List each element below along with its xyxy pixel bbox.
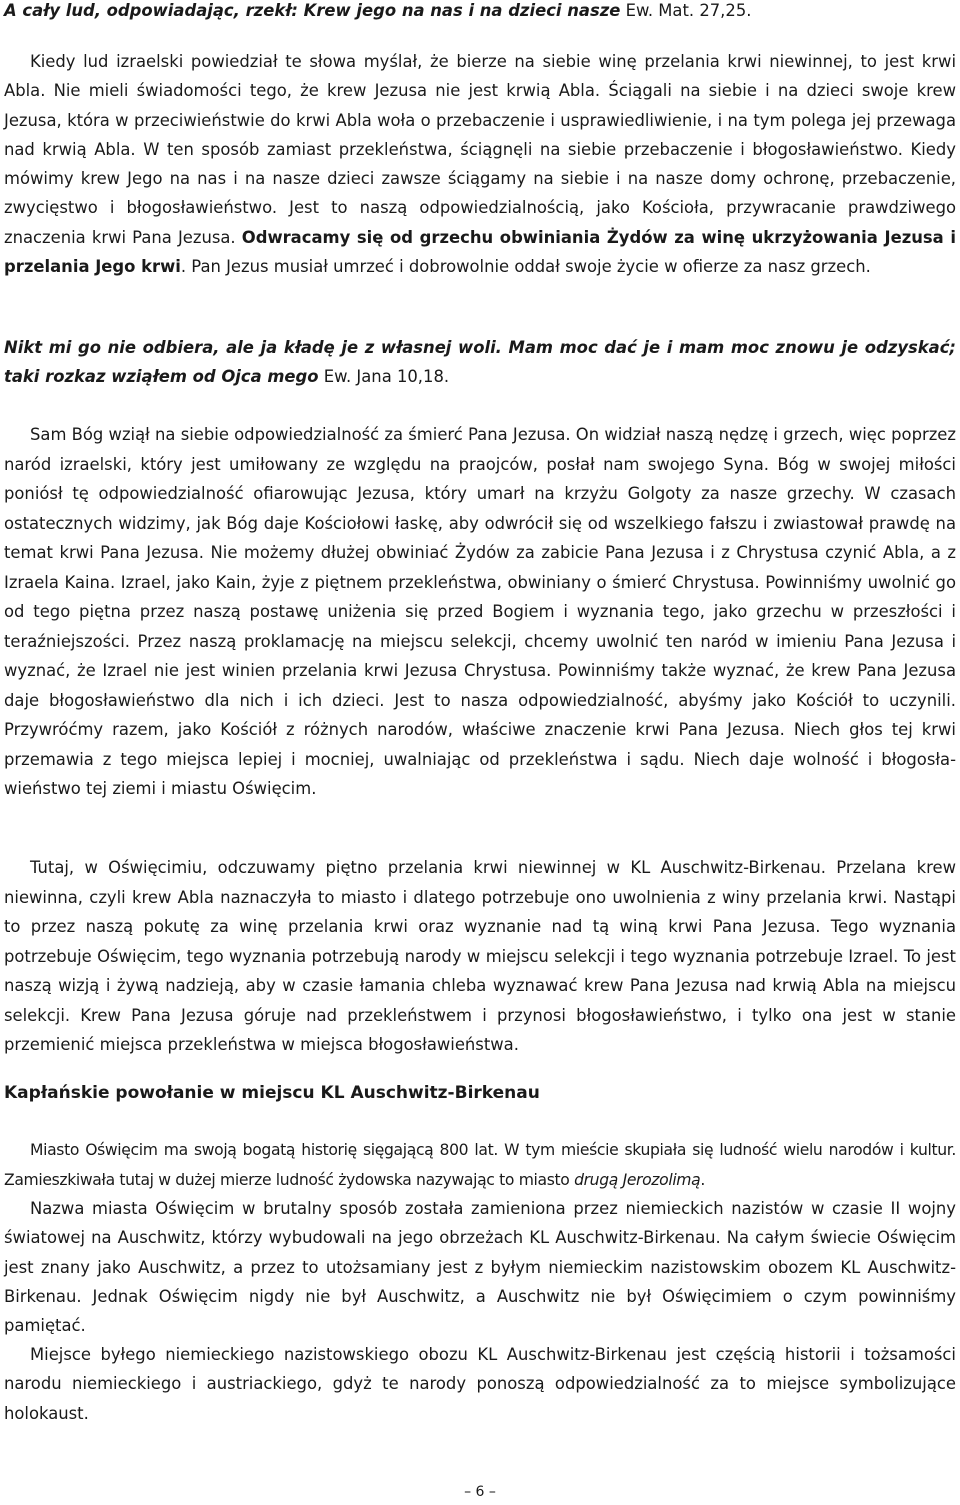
- paragraph-1-sentence-3: . Pan Jezus musiał umrzeć i dobrowolnie oddał swoje życie w ofierze za nasz grzech.: [180, 257, 871, 277]
- paragraph-god-responsibility: Sam Bóg wziął na siebie odpowiedzialność za śmierć Pana Jezusa. On widział naszą nędzę i grzech, więc poprzez naród izraelski, który jest umiłowany ze względu na praojców, posłał nam swojego Syna. Bóg w swojej miłości poniósł tę odpowiedzialność ofiarowując Jezusa, który umarł na krzyżu Golgoty za nasze grzechy. W czasach ostatecznych widzimy, jak Bóg daje Kościołowi łaskę, aby odwrócił się od wszelkiego fałszu i zwiastował prawdę na temat krwi Pana Jezusa. Nie możemy dłużej obwiniać Żydów za zabicie Pana Jezusa i z Chrystusa czynić Abla, a z Izraela Kaina. Izrael, jako Kain, żyje z piętnem przekleństwa, obwiniany o śmierć Chrystusa. Powinniśmy uwolnić go od tego piętna przez naszą postawę uniżenia się przed Bogiem i wyznania tego, jako grzechu w przeszłości i teraźniejszości. Przez naszą proklamację na miejscu selekcji, chcemy uwolnić ten naród w imieniu Pana Jezusa i wyznać, że Izrael nie jest winien przelania krwi Jezusa Chrystusa. Powinniśmy także wyznać, że krew Pana Jezusa daje błogosławieństwo dla nich i ich dzieci. Jest to nasza odpowiedzialność, abyśmy jako Kościół to uczynili. Przywróćmy razem, jako Kościół z różnych narodów, właściwe znaczenie krwi Pana Jezusa. Niech głos tej krwi przemawia z tego miejsca lepiej i mocniej, uwalniając od przekleństwa i sądu. Niech daje wolność i błogosławieństwo tej ziemi i miastu Oświęcim.: [4, 425, 956, 798]
- second-quote-reference: Ew. Jana 10,18.: [318, 367, 450, 387]
- paragraph-4-text: Miasto Oświęcim ma swoją bogatą historię sięgającą 800 lat. W tym mieście skupiała się ludność wielu narodów i kultur. Zamieszkiwała tutaj w dużej mierze ludność żydowska nazywając to miasto: [4, 1141, 956, 1189]
- paragraph-city-name: Nazwa miasta Oświęcim w brutalny sposób została zamieniona przez niemieckich nazistów w czasie II wojny światowej na Auschwitz, którzy wybudowali na jego obrzeżach KL Auschwitz-Birkenau. Na całym świecie Oświęcim jest znany jako Auschwitz, a przez to utożsamiany jest z byłym niemieckim nazistowskim obozem KL Auschwitz-Birkenau. Jednak Oświęcim nigdy nie był Auschwitz, a Auschwitz nie był Oświęcimiem o czym powinniśmy pamiętać.: [4, 1199, 956, 1336]
- opening-quote-reference: Ew. Mat. 27,25.: [620, 1, 752, 20]
- paragraph-4-end: .: [700, 1170, 705, 1189]
- paragraph-blood-of-jesus: [4, 47, 956, 281]
- paragraph-1-bold-statement: Odwracamy się od grzechu obwiniania Żydów za winę ukrzyżowania Jezusa i przelania Jego krwi: [4, 227, 956, 277]
- opening-quote: [4, 0, 956, 25]
- paragraph-city-history: [4, 1136, 956, 1195]
- opening-quote-text: A cały lud, odpowiadając, rzekł: Krew jego na nas i na dzieci nasze: [4, 1, 621, 20]
- paragraph-camp-history: Miejsce byłego niemieckiego nazistowskiego obozu KL Auschwitz-Birkenau jest częścią historii i tożsamości narodu niemieckiego i austriackiego, gdyż te narody ponoszą odpowiedzialność za to miejsce symbolizujące holokaust.: [4, 1345, 956, 1423]
- paragraph-1-sentence-1: Kiedy lud izraelski powiedział te słowa myślał, że bierze na siebie winę przelania krwi niewinnej, to jest krwi Abla. Nie mieli świadomości tego, że krew Jezusa nie jest krwią Abla.: [4, 52, 956, 101]
- paragraph-4-italic: drugą Jerozolimą: [574, 1170, 701, 1189]
- section-heading: Kapłańskie powołanie w miejscu KL Auschwitz-Birkenau: [4, 1083, 540, 1103]
- second-quote-text: Nikt mi go nie odbiera, ale ja kładę je z własnej woli. Mam moc dać je i mam moc znowu je odzyskać; taki rozkaz wziąłem od Ojca mego: [4, 338, 956, 387]
- paragraph-oswiecim-stigma: Tutaj, w Oświęcimiu, odczuwamy piętno przelania krwi niewinnej w KL Auschwitz-Birkenau. Przelana krew niewinna, czyli krew Abla naznaczyła to miasto i dlatego potrzebuje ono uwolnienia z winy przelania krwi. Nastąpi to przez naszą pokutę za winę przelania krwi oraz wyznanie nad tą winą krwi Pana Jezusa. Tego wyznania potrzebuje Oświęcim, tego wyznania potrzebują narody w miejscu selekcji i tego wyznania potrzebuje Izrael. To jest naszą wizją i żywą nadzieją, aby w czasie łamania chleba wyznawać krew Pana Jezusa nad krwią Abla na miejscu selekcji. Krew Pana Jezusa góruje nad przekleństwem i przynosi błogosławieństwo, i tylko ona jest w stanie przemienić miejsca przekleństwa w miejsca błogosławieństwa.: [4, 858, 956, 1054]
- second-quote: [4, 333, 956, 392]
- page-number: – 6 –: [464, 1484, 496, 1500]
- paragraph-1-sentence-2: Ściągali na siebie i na dzieci swoje krew Jezusa, która w przeciwieństwie do krwi Abla woła o przebaczenie i usprawiedliwienie, i na tym polega jej przewaga nad krwią Abla. W ten sposób zamiast przekleństwa, ściągnęli na siebie przebaczenie i błogosławieństwo. Kiedy mówimy krew Jego na nas i na nasze dzieci zawsze ściągamy na siebie i na nasze domy ochronę, przebaczenie, zwycięstwo i błogosławieństwo. Jest to naszą odpowiedzialnością, jako Kościoła, przywracanie prawdziwego znaczenia krwi Pana Jezusa.: [4, 81, 956, 247]
